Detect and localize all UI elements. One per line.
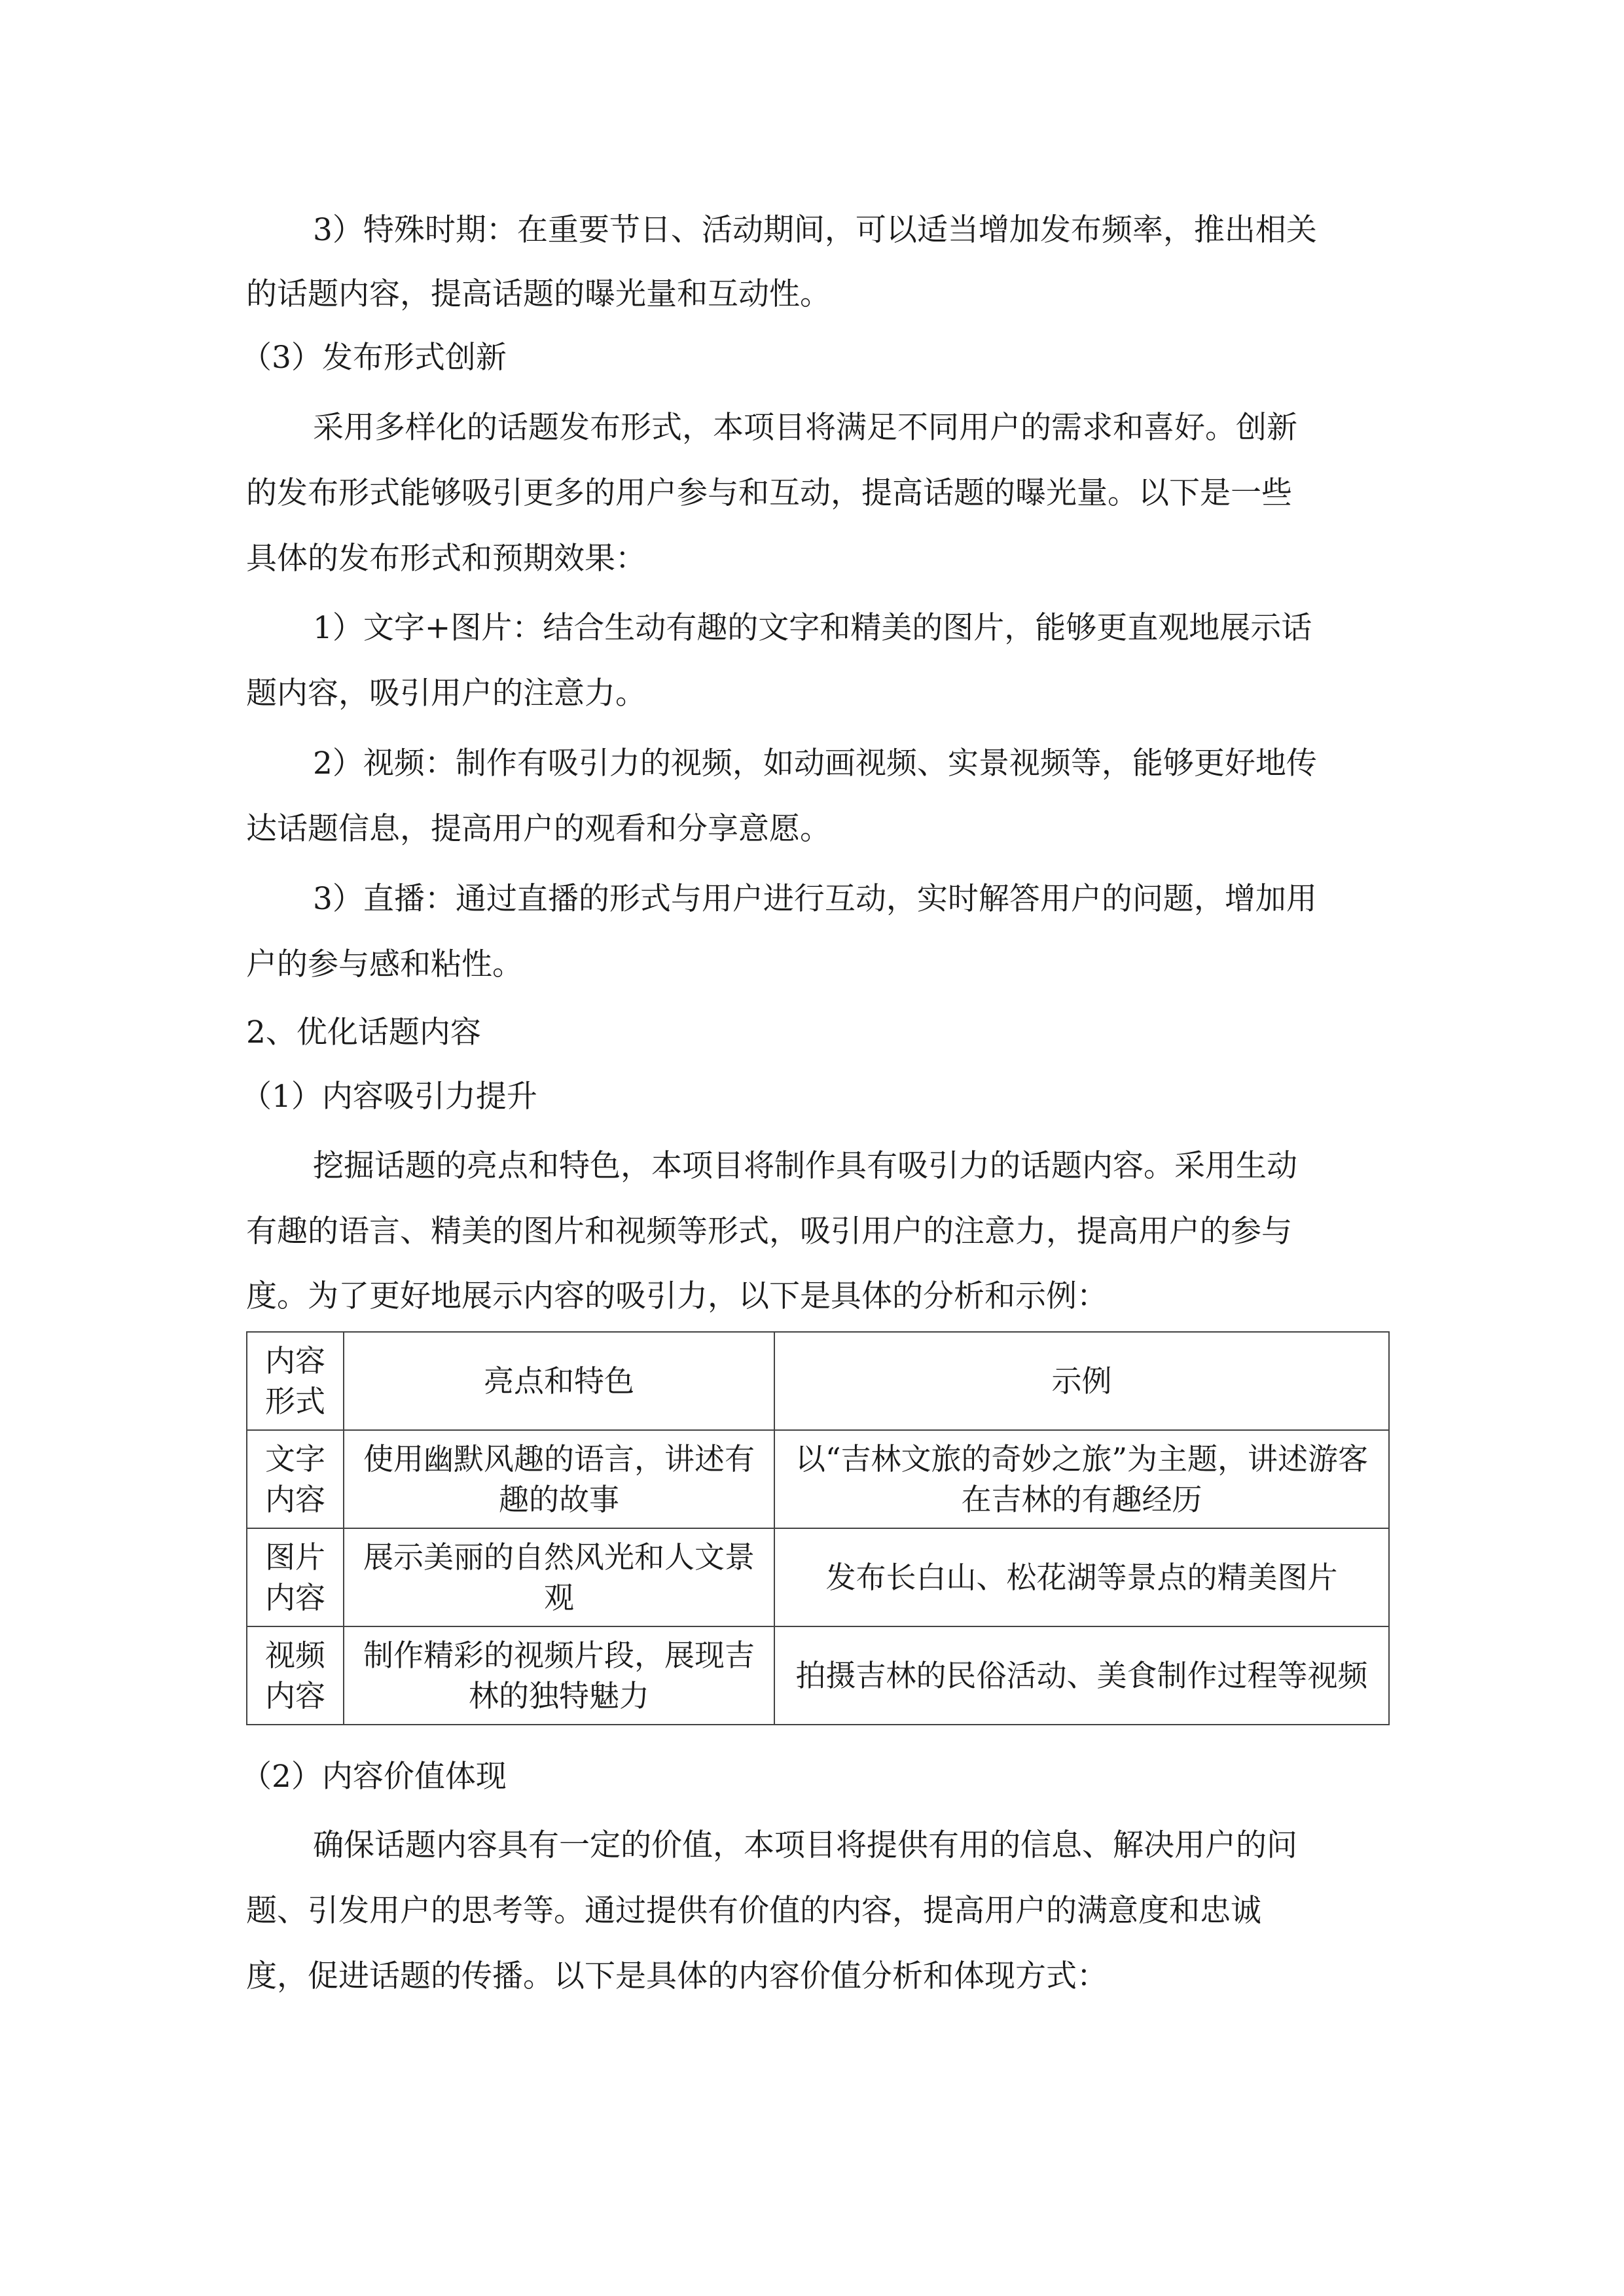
- paragraph-line: 题、引发用户的思考等。通过提供有价值的内容，提高用户的满意度和忠诚: [246, 1893, 1261, 1929]
- paragraph-line: 确保话题内容具有一定的价值，本项目将提供有用的信息、解决用户的问: [313, 1827, 1297, 1863]
- content-form-table: [246, 1331, 1390, 1725]
- table-cell: 展示美丽的自然风光和人文景观: [344, 1528, 774, 1626]
- paragraph-line: 3）直播：通过直播的形式与用户进行互动，实时解答用户的问题，增加用: [313, 881, 1317, 917]
- table-cell: 制作精彩的视频片段，展现吉林的独特魅力: [344, 1626, 774, 1725]
- table-cell: 文字内容: [247, 1430, 344, 1528]
- paragraph-line: 度，促进话题的传播。以下是具体的内容价值分析和体现方式：: [246, 1958, 1108, 1994]
- table-cell: 视频内容: [247, 1626, 344, 1725]
- table-header-cell: 亮点和特色: [344, 1332, 774, 1430]
- table-cell: 以“吉林文旅的奇妙之旅”为主题，讲述游客在吉林的有趣经历: [774, 1430, 1389, 1528]
- paragraph-line: 的话题内容，提高话题的曝光量和互动性。: [246, 276, 831, 312]
- section-heading: （2）内容价值体现: [241, 1759, 507, 1795]
- table-cell: 拍摄吉林的民俗活动、美食制作过程等视频: [774, 1626, 1389, 1725]
- table-row: [247, 1528, 1389, 1626]
- paragraph-line: 有趣的语言、精美的图片和视频等形式，吸引用户的注意力，提高用户的参与: [246, 1213, 1292, 1249]
- table-row: [247, 1430, 1389, 1528]
- section-heading: （3）发布形式创新: [241, 340, 507, 376]
- section-heading: （1）内容吸引力提升: [241, 1079, 537, 1115]
- paragraph-line: 度。为了更好地展示内容的吸引力，以下是具体的分析和示例：: [246, 1278, 1108, 1314]
- paragraph-line: 户的参与感和粘性。: [246, 946, 523, 982]
- table-cell: 图片内容: [247, 1528, 344, 1626]
- section-heading: 2、优化话题内容: [246, 1014, 481, 1050]
- table-cell: 使用幽默风趣的语言，讲述有趣的故事: [344, 1430, 774, 1528]
- table-header-cell: 示例: [774, 1332, 1389, 1430]
- paragraph-line: 采用多样化的话题发布形式，本项目将满足不同用户的需求和喜好。创新: [313, 410, 1297, 446]
- paragraph-line: 达话题信息，提高用户的观看和分享意愿。: [246, 811, 831, 847]
- paragraph-line: 2）视频：制作有吸引力的视频，如动画视频、实景视频等，能够更好地传: [313, 745, 1317, 781]
- paragraph-line: 1）文字+图片：结合生动有趣的文字和精美的图片，能够更直观地展示话: [313, 610, 1312, 646]
- paragraph-line: 具体的发布形式和预期效果：: [246, 541, 646, 577]
- table-header-cell: 内容形式: [247, 1332, 344, 1430]
- paragraph-line: 的发布形式能够吸引更多的用户参与和互动，提高话题的曝光量。以下是一些: [246, 475, 1292, 511]
- table-cell: 发布长白山、松花湖等景点的精美图片: [774, 1528, 1389, 1626]
- table-header-row: [247, 1332, 1389, 1430]
- paragraph-line: 题内容，吸引用户的注意力。: [246, 675, 646, 711]
- paragraph-line: 3）特殊时期：在重要节日、活动期间，可以适当增加发布频率，推出相关: [313, 212, 1317, 248]
- paragraph-line: 挖掘话题的亮点和特色，本项目将制作具有吸引力的话题内容。采用生动: [313, 1148, 1297, 1184]
- table-row: [247, 1626, 1389, 1725]
